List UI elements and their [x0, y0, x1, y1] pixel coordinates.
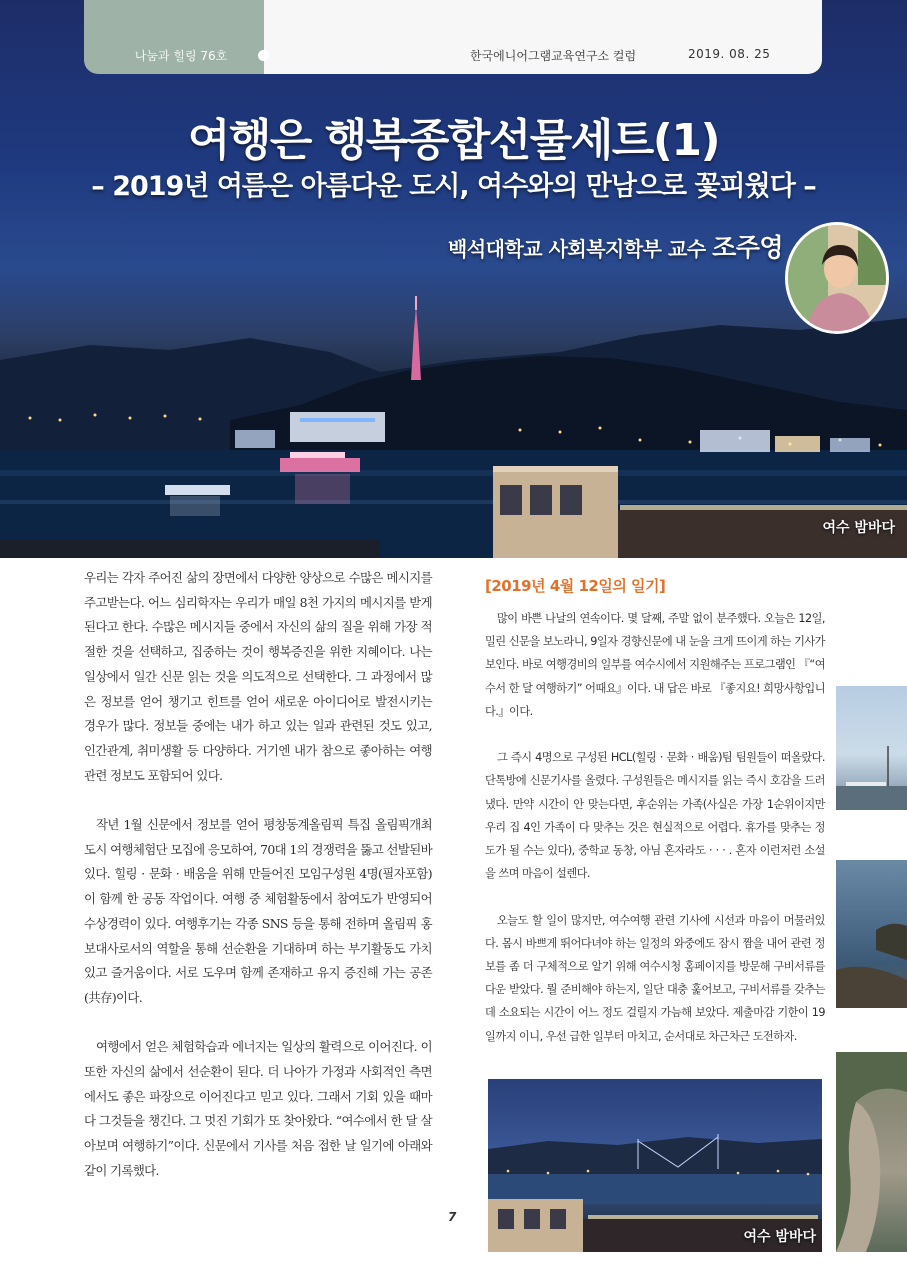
side-photo-coast [836, 686, 907, 810]
author-affiliation: 백석대학교 사회복지학부 교수 [448, 237, 713, 261]
series-label: 나눔과 힐링 76호 [134, 49, 228, 63]
diary-paragraph: 많이 바쁜 나날의 연속이다. 몇 달째, 주말 없이 분주했다. 오늘은 12일, 밀린 신문을 보노라니, 9일자 경향신문에 내 눈을 크게 뜨이게 하는 기사가 보인다. 바로 여행경비의 일부를 여수시에서 지원해주는 프로그램인 『“여수서 한 달 여행하기” 어때요』이다. 내 답은 바로 『좋지요! 희망사항입니다.』이다. [485, 612, 825, 718]
essay-column [84, 566, 432, 1208]
hero-photo [0, 0, 907, 558]
side-photo-sea [836, 860, 907, 1008]
essay-paragraph: 여행에서 얻은 체험학습과 에너지는 일상의 활력으로 이어진다. 이 또한 자신의 삶에서 선순환이 된다. 더 나아가 가정과 사회적인 측면에서도 좋은 파장으로 이어진다고 믿고 있다. 그래서 기회 있을 때마다 그것들을 챙긴다. 그 멋진 기회가 또 찾아왔다. “여수에서 한 달 살아보며 여행하기”이다. 신문에서 기사를 처음 접한 날 일기에 아래와 같이 기록했다. [84, 1039, 432, 1178]
essay-paragraph: 우리는 각자 주어진 삶의 장면에서 다양한 양상으로 수많은 메시지를 주고받는다. 어느 심리학자는 우리가 매일 8천 가지의 메시지를 받게 된다고 한다. 수많은 메시지들 중에서 자신의 삶의 질을 위해 가장 적절한 것을 선택하고, 집중하는 것이 행복증진을 위한 지혜이다. 나는 일상에서 일간 신문 읽는 것을 의도적으로 선택한다. 그 과정에서 많은 정보를 얻어 챙기고 힌트를 얻어 새로운 아이디어로 발전시키는 경우가 많다. 정보들 중에는 내가 하고 있는 일과 관련된 것도 있고, 인간관계, 취미생활 등 다양하다. 거기엔 내가 참으로 좋아하는 여행관련 정보도 포함되어 있다. [84, 570, 432, 783]
bottom-caption: 여수 밤바다 [743, 1229, 816, 1245]
bottom-photo [488, 1079, 822, 1252]
page-number: 7 [448, 1210, 457, 1224]
hero-caption: 여수 밤바다 [822, 520, 895, 536]
essay-paragraph: 작년 1월 신문에서 정보를 얻어 평창동계올림픽 특집 올림픽개최도시 여행체험단 모집에 응모하여, 70대 1의 경쟁력을 뚫고 선발된바 있다. 힐링 · 문화 · 배움을 위해 만들어진 모임구성원 4명(필자포함)이 함께 한 공동 작업이다. 여행 중 체험활동에서 참여도가 반영되어 수상경력이 있다. 여행후기는 각종 SNS 등을 통해 전하며 올림픽 홍보대사로서의 역할을 통해 선순환을 기대하며 하는 부기활동도 가치 있고 즐거움이다. 서로 도우며 함께 존재하고 유지 증진해 가는 공존(共存)이다. [84, 817, 432, 1005]
author-name: 조주영 [712, 233, 784, 262]
night-harbor-scene [0, 0, 907, 558]
side-photo-cliff [836, 1052, 907, 1252]
avatar [785, 222, 889, 334]
page-subtitle: – 2019년 여름은 아름다운 도시, 여수와의 만남으로 꽃피웠다 – [91, 171, 816, 202]
diary-column [485, 607, 825, 1071]
diary-paragraph: 오늘도 할 일이 많지만, 여수여행 관련 기사에 시선과 마음이 머물러있다. 몸시 바쁘게 뛰어다녀야 하는 일정의 와중에도 잠시 짬을 내어 관련 정보를 좀 더 구체적으로 알기 위해 여수시청 홈페이지를 방문해 구비서류를 다운 받았다. 뭘 준비해야 하는지, 일단 대충 훑어보고, 구비서류를 갖추는데 소요되는 시간이 어느 정도 걸릴지 가늠해 보았다. 제출마감 기한이 19일까지 이니, 우선 급한 일부터 마치고, 순서대로 차근차근 도전하자. [485, 913, 825, 1043]
diary-paragraph: 그 즉시 4명으로 구성된 HCL(힐링 · 문화 · 배움)팀 팀원들이 떠올랐다. 단톡방에 신문기사를 올렸다. 구성원들은 메시지를 읽는 즉시 호감을 드러냈다. 만약 시간이 안 맞는다면, 후순위는 가족(사실은 가장 1순위이지만 우리 집 4인 가족이 다 맞추는 것은 현실적으로 어렵다. 휴가를 맞추는 정도가 될 수는 있다), 중학교 동창, 아님 혼자라도 · · · . 혼자 이런저런 소설을 쓰며 마음이 설렌다. [485, 751, 825, 881]
issue-date: 2019. 08. 25 [688, 47, 771, 61]
institute-label: 한국에니어그램교육연구소 컬럼 [470, 49, 637, 63]
diary-heading: [2019년 4월 12일의 일기] [485, 577, 666, 595]
header-dot [258, 50, 269, 61]
page-title: 여행은 행복종합선물세트(1) [187, 115, 720, 166]
author-line [448, 228, 783, 264]
